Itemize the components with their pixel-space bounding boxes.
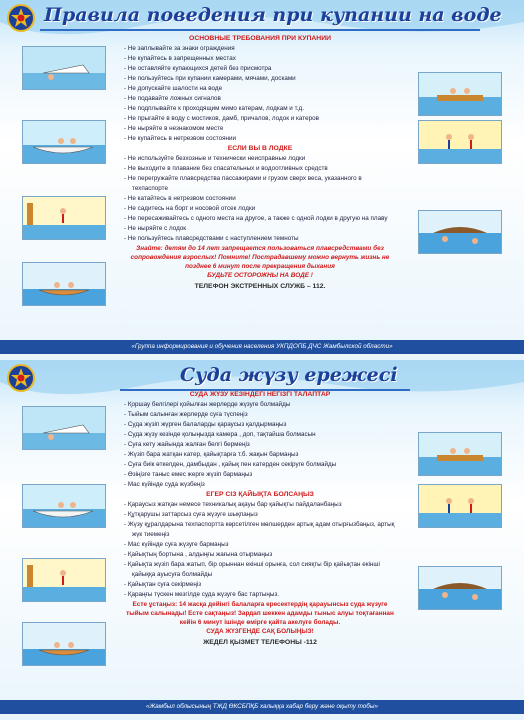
illustration-jumping-child [22, 196, 106, 240]
list-item: - Мас күйінде суға жүзуге бармаңыз [124, 540, 396, 550]
emergency-phone: ТЕЛЕФОН ЭКСТРЕННЫХ СЛУЖБ – 112. [194, 283, 326, 290]
illustration-raft [418, 432, 502, 476]
list-item: - Не подплывайте к проходящим мимо катерам, лодкам и т.д. [124, 104, 396, 114]
list-item: - Не оставляйте купающихся детей без присмотра [124, 64, 396, 74]
list-item: - Не подавайте ложных сигналов [124, 94, 396, 104]
list-item: - Не допускайте шалости на воде [124, 84, 396, 94]
list-item: - Суға кету жайында жалған белгі бермеңіз [124, 440, 396, 450]
list-item: - Не купайтесь в нетрезвом состоянии [124, 134, 396, 144]
emergency-phone: ЖЕДЕЛ ҚЫЗМЕТ ТЕЛЕФОНЫ -112 [203, 639, 317, 646]
emblem-icon [6, 3, 36, 33]
list-item: - Не катайтесь в нетрезвом состоянии [124, 194, 396, 204]
rules-text [124, 34, 396, 292]
kazakh-poster [0, 360, 524, 720]
illustration-beach-children [418, 120, 502, 164]
illustration-boat-children [22, 484, 106, 528]
list-item: - Қайықтан суға секірмеңіз [124, 580, 396, 590]
section-heading: ЕСЛИ ВЫ В ЛОДКЕ [227, 145, 293, 152]
list-item: - Қараңғы түскен мезгілде суда жүзуге бас тартыңыз. [124, 590, 396, 600]
list-item: - Мас күйінде суда жүзбеңіз [124, 480, 396, 490]
warning-text: Знайте: детям до 14 лет запрещается пользоваться плавсредствами без сопровождения взрослых! Помните! Пострадавшему можно вернуть жизнь не позднее 6 минут после прекращения дыхания [130, 245, 390, 270]
list-item: - Не используйте безхозные и технически неисправные лодки [124, 154, 396, 164]
list-item: - Не ныряйте в незнакомом месте [124, 124, 396, 134]
rules-text [124, 390, 396, 648]
list-item: - Суда жүзу кезінде қолыңызда камера , доп, тақтайша болмасын [124, 430, 396, 440]
illustration-boat-people [22, 262, 106, 306]
list-item: - Өзіңізге таныс емес жерге жүзіп бармаңыз [124, 470, 396, 480]
careful-text: СУДА ЖҮЗГЕНДЕ САҚ БОЛЫҢЫЗ! [206, 628, 314, 635]
list-item: - Не выходите в плавание без спасательных и водоотливных средств [124, 164, 396, 174]
illustration-boat-people [22, 622, 106, 666]
list-item: - Қараусыз жатқан немесе техникалық ақауы бар қайықты пайдаланбаңыз [124, 500, 396, 510]
list-item: - Не заплывайте за знаки ограждения [124, 44, 396, 54]
illustration-raft [418, 72, 502, 116]
illustration-capsized-boat [418, 210, 502, 254]
title-underline [40, 29, 480, 31]
section-heading: СУДА ЖҮЗУ КЕЗІНДЕГІ НЕГІЗГІ ТАЛАПТАР [189, 391, 331, 398]
list-item: - Жүзіп бара жатқан катер, қайықтарға т.б. жақын бармаңыз [124, 450, 396, 460]
page-title: Суда жүзу ережесі [180, 364, 398, 386]
footer-credit: «Группа информирования и обучения населения УКПДОПБ ДЧС Жамбылской области» [0, 340, 524, 354]
illustration-boat-swimmer [22, 406, 106, 450]
list-item: - Не прыгайте в воду с мостиков, дамб, причалов, лодок и катеров [124, 114, 396, 124]
list-item: - Суға биік өткелден, дамбыдан , қайық пен катерден секіруге болмайды [124, 460, 396, 470]
list-item: - Не пользуйтесь плавсредствами с наступлением темноты [124, 234, 396, 244]
list-item: - Қайықта жүзіп бара жатып, бір орыннан екінші орынға, сол сияқты бір қайықтан екінші қайыққа ауысуға болмайды [124, 560, 396, 580]
illustration-boat-children [22, 120, 106, 164]
list-item: - Жүзу құралдарына техпаспортта көрсетілген мөлшерден артық адам отырғызбаңыз, артық жүк тиемеңіз [124, 520, 396, 540]
list-item: - Тыйым салынған жерлерде суға түспеңіз [124, 410, 396, 420]
illustration-capsized-boat [418, 566, 502, 610]
list-item: - Не пользуйтесь при купании камерами, мячами, досками [124, 74, 396, 84]
section-heading: ЕГЕР СІЗ ҚАЙЫҚТА БОЛСАҢЫЗ [206, 491, 314, 498]
list-item: - Не купайтесь в запрещенных местах [124, 54, 396, 64]
careful-text: БУДЬТЕ ОСТОРОЖНЫ НА ВОДЕ ! [207, 272, 313, 279]
list-item: - Қайықтың бортына , алдыңғы жағына отырмаңыз [124, 550, 396, 560]
emblem-icon [6, 363, 36, 393]
list-item: - Құтқарушы заттарсыз суға жүзуге шықпаңыз [124, 510, 396, 520]
list-item: - Не пересаживайтесь с одного места на другое, а также с одной лодки в другую на плаву [124, 214, 396, 224]
illustration-boat-swimmer [22, 46, 106, 90]
page-title: Правила поведения при купании на воде [44, 4, 502, 26]
list-item: - Суда жүзіп жүрген балаларды қараусыз қалдырмаңыз [124, 420, 396, 430]
list-item: - Қоршау белгілері қойылған жерлерде жүзуге болмайды [124, 400, 396, 410]
illustration-jumping-child [22, 558, 106, 602]
list-item: - Не перегружайте плавсредства пассажирами и грузом сверх веса, указанного в техпаспорте [124, 174, 396, 194]
footer-credit: «Жамбыл облысының ТЖД ӨКСБПҚБ халыққа хабар беру және оқыту тобы» [0, 700, 524, 714]
list-item: - Не садитесь на борт и носовой отсек лодки [124, 204, 396, 214]
list-item: - Не ныряйте с лодок [124, 224, 396, 234]
warning-text: Есте ұстаңыз: 14 жасқа дейінгі балаларға ересектердің қарауынсыз суда жүзуге тыйым салынады! Есте сақтаңыз! Зардап шеккен адамды тыныс алуы тоқтағаннан кейін 6 минут ішінде өмірге қайта акелуге болады. [126, 601, 394, 626]
section-heading: ОСНОВНЫЕ ТРЕБОВАНИЯ ПРИ КУПАНИИ [189, 35, 331, 42]
illustration-beach-children [418, 484, 502, 528]
